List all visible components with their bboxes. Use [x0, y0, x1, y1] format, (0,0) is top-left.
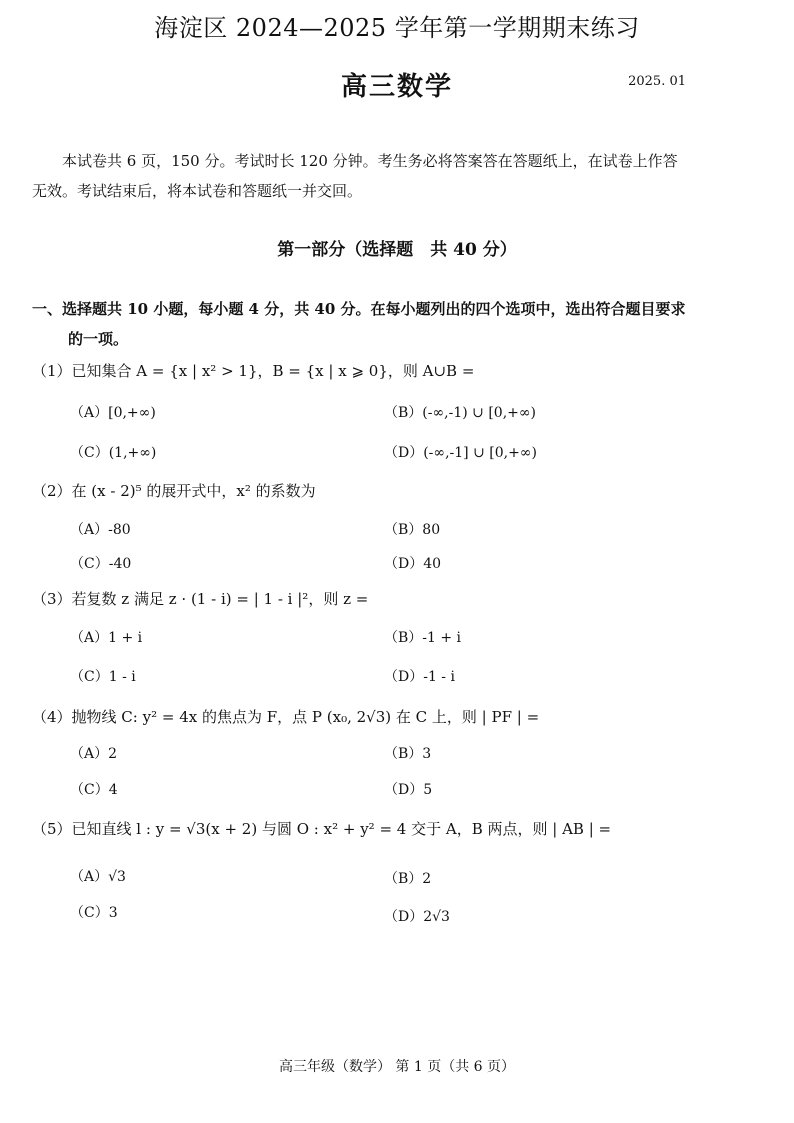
page-footer: 高三年级（数学） 第 1 页（共 6 页）	[278, 1059, 516, 1075]
exam-subject-title: 高三数学	[340, 72, 453, 102]
question-4-option-a: （A）2	[70, 746, 118, 762]
exam-date: 2025. 01	[628, 74, 686, 89]
question-1-option-c: （C）(1,+∞)	[70, 445, 157, 461]
question-5-option-a: （A）√3	[70, 869, 126, 885]
question-1-option-d: （D）(-∞,-1] ∪ [0,+∞)	[384, 445, 537, 461]
question-3-option-c: （C）1 - i	[70, 669, 136, 685]
question-4-option-b: （B）3	[384, 746, 432, 762]
question-2-option-d: （D）40	[384, 556, 442, 572]
question-1-stem: （1）已知集合 A = {x | x² > 1}，B = {x | x ⩾ 0}，则 A∪B =	[32, 362, 475, 380]
part-one-title: 第一部分（选择题 共 40 分）	[277, 240, 517, 260]
question-5-option-c: （C）3	[70, 905, 118, 921]
question-3-option-a: （A）1 + i	[70, 630, 143, 646]
exam-instructions	[32, 146, 732, 206]
question-3-stem: （3）若复数 z 满足 z · (1 - i) = | 1 - i |²，则 z =	[32, 590, 369, 608]
question-3-option-d: （D）-1 - i	[384, 669, 455, 685]
section-line-1: 一、选择题共 10 小题，每小题 4 分，共 40 分。在每小题列出的四个选项中，选出符合题目要求	[32, 300, 686, 318]
question-5-stem: （5）已知直线 l : y = √3(x + 2) 与圆 O : x² + y² = 4 交于 A，B 两点，则 | AB | =	[32, 820, 612, 838]
instructions-line-1: 本试卷共 6 页，150 分。考试时长 120 分钟。考生务必将答案答在答题纸上，在试卷上作答	[62, 152, 678, 170]
question-5-option-b: （B）2	[384, 871, 432, 887]
question-2-option-b: （B）80	[384, 522, 441, 538]
section-one-instructions	[32, 294, 732, 354]
question-4-option-c: （C）4	[70, 782, 118, 798]
question-5-option-d: （D）2√3	[384, 909, 450, 925]
question-2-option-c: （C）-40	[70, 556, 132, 572]
question-2-stem: （2）在 (x - 2)⁵ 的展开式中，x² 的系数为	[32, 482, 316, 500]
question-4-stem: （4）抛物线 C: y² = 4x 的焦点为 F，点 P (x₀, 2√3) 在 C 上，则 | PF | =	[32, 708, 540, 726]
question-2-option-a: （A）-80	[70, 522, 131, 538]
instructions-line-2: 无效。考试结束后，将本试卷和答题纸一并交回。	[32, 182, 363, 200]
question-1-option-a: （A）[0,+∞)	[70, 405, 156, 421]
exam-header-title: 海淀区 2024—2025 学年第一学期期末练习	[154, 14, 640, 42]
question-1-option-b: （B）(-∞,-1) ∪ [0,+∞)	[384, 405, 536, 421]
question-3-option-b: （B）-1 + i	[384, 630, 462, 646]
question-4-option-d: （D）5	[384, 782, 433, 798]
section-line-2: 的一项。	[68, 330, 129, 348]
